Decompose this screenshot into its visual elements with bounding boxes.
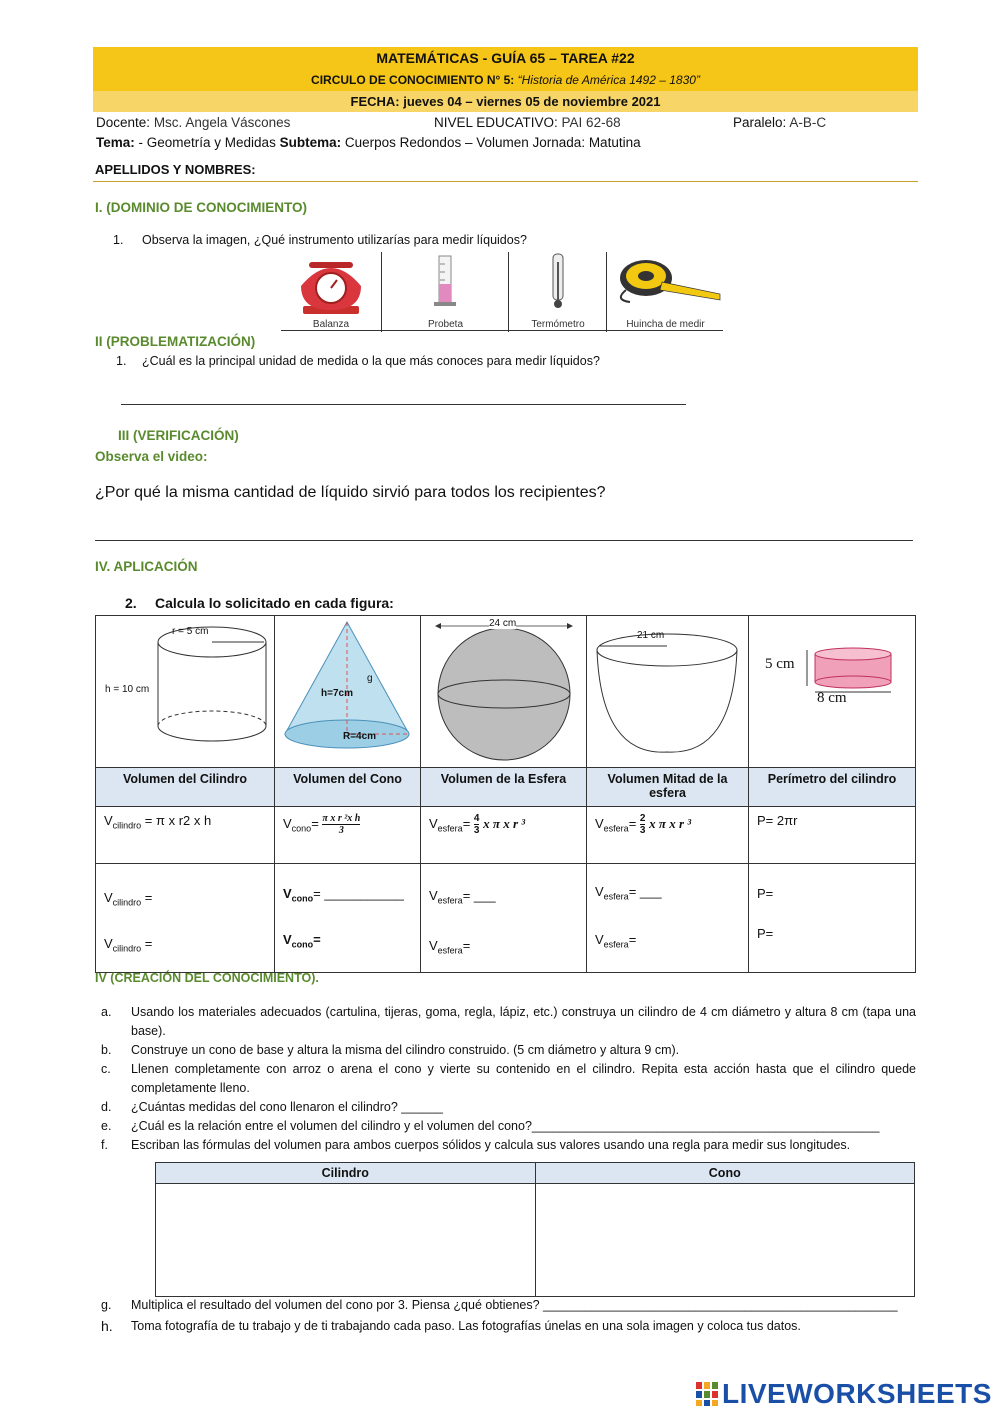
cc-cone-answer[interactable] (535, 1184, 915, 1297)
item-b-text: Construye un cono de base y altura la misma del cilindro construido. (5 cm diámetro y altura 9 cm). (131, 1043, 680, 1057)
answers-row (96, 864, 916, 973)
formulas-row (96, 807, 916, 864)
figures-row (96, 616, 916, 768)
question-3-text: ¿Por qué la misma cantidad de líquido sirvió para todos los recipientes? (95, 484, 606, 501)
calculation-table (95, 615, 916, 973)
logo-grid-icon (696, 1382, 718, 1406)
answer-sph-1[interactable] (429, 888, 496, 906)
hemisphere-radius-label: 21 cm (637, 630, 665, 641)
ans-hemi-v1: V (595, 884, 604, 899)
formula-hemisphere (587, 807, 749, 864)
cylinder-height-label: h = 10 cm (105, 684, 150, 695)
ans-sph-eq2: = (462, 938, 471, 953)
formula-sph-v: V (429, 815, 438, 831)
shift-label: Jornada (532, 135, 582, 150)
tape-item (608, 252, 723, 332)
item-e-marker: e. (101, 1119, 112, 1133)
cylinder-radius-label: r = 5 cm (172, 626, 209, 637)
formula-cone-fraction (322, 813, 360, 836)
ans-cyl-sub2: cilindro (112, 943, 142, 954)
question-4-number: 2. (125, 595, 137, 611)
activity-list (96, 1003, 916, 1155)
ans-cyl-eq1: = (141, 890, 153, 905)
formula-hemi-rest: x π x r ³ (649, 815, 692, 831)
answer-per-2[interactable]: P= (757, 926, 774, 941)
formula-hemi-num: 2 (639, 813, 646, 824)
formula-cone-eq: = (311, 815, 319, 831)
item-c-marker: c. (101, 1062, 111, 1076)
activity-item-a (96, 1003, 916, 1041)
names-row (93, 160, 918, 182)
answer-perimeter[interactable] (749, 864, 916, 973)
formula-cone-sub: cono (291, 823, 312, 834)
formula-sph-sub: esfera (437, 823, 463, 834)
tape-measure-label: Huincha de medir (626, 319, 705, 330)
item-d-text: ¿Cuántas medidas del cono llenaron el cilindro? ______ (131, 1100, 444, 1114)
question-1-number: 1. (113, 233, 124, 247)
names-label: APELLIDOS Y NOMBRES: (95, 162, 256, 177)
small-cylinder-figure-cell (749, 616, 916, 768)
sphere-figure-cell (421, 616, 587, 768)
tape-measure-icon (612, 256, 722, 306)
section-3-subtitle: Observa el video: (95, 449, 208, 464)
cone-height-label: h=7cm (321, 688, 353, 699)
item-b-marker: b. (101, 1043, 112, 1057)
ans-cone-v1: V (283, 886, 292, 901)
logo-icon (696, 1381, 718, 1405)
answer-cyl-1[interactable] (104, 890, 152, 908)
ans-cyl-sub1: cilindro (112, 897, 142, 908)
answer-cyl-2[interactable] (104, 936, 152, 954)
formula-sph-eq: = (462, 815, 471, 831)
formula-cyl-v: V (104, 813, 113, 828)
item-e-text: ¿Cuál es la relación entre el volumen del cilindro y el volumen del cono?__________________________________________________ (131, 1119, 880, 1133)
answer-hemi-1[interactable] (595, 884, 662, 902)
formula-cyl-sub: cilindro (112, 820, 142, 831)
sphere-diameter-label: 24 cm (489, 618, 517, 629)
answer-hemi-2[interactable] (595, 932, 636, 950)
parallel-label: Paralelo: (733, 115, 787, 130)
knowledge-circle (93, 69, 918, 91)
activity-item-f (96, 1136, 916, 1155)
formula-hemi-v: V (595, 815, 604, 831)
item-h-text: Toma fotografía de tu trabajo y de ti trabajando cada paso. Las fotografías únelas en una sola imagen y coloca tus datos. (131, 1319, 801, 1333)
section-5-title: IV (CREACIÓN DEL CONOCIMIENTO). (95, 971, 319, 985)
subtopic-value: Cuerpos Redondos – Volumen (344, 135, 529, 150)
formula-hemi-eq: = (628, 815, 637, 831)
logo-text: LIVEWORKSHEETS (722, 1378, 992, 1409)
activity-item-e[interactable] (96, 1117, 916, 1136)
level-label: NIVEL EDUCATIVO: (434, 115, 558, 130)
ans-cyl-v2: V (104, 936, 113, 951)
teacher-line (96, 115, 290, 130)
item-a-text: Usando los materiales adecuados (cartulina, tijeras, goma, regla, lápiz, etc.) construya un cilindro de 4 cm diámetro y altura 8 cm (tapa una base). (131, 1005, 916, 1038)
item-h-marker: h. (101, 1318, 113, 1334)
cone-radius-label: R=4cm (343, 731, 377, 742)
answer-line-2[interactable] (121, 404, 686, 405)
cc-header-cylinder: Cilindro (156, 1163, 536, 1184)
cc-header-row (156, 1163, 915, 1184)
topic-value: - Geometría y Medidas (134, 135, 276, 150)
formula-sph-den: 3 (473, 825, 480, 836)
formula-cone-den: 3 (338, 825, 344, 836)
ans-cyl-v1: V (104, 890, 113, 905)
liveworksheets-logo (696, 1378, 992, 1410)
answer-hemisphere[interactable] (587, 864, 749, 973)
parallel-line (733, 115, 826, 130)
answer-sphere[interactable] (421, 864, 587, 973)
subtopic-label: Subtema: (279, 135, 342, 150)
ans-cone-sub2: cono (291, 939, 314, 950)
small-cylinder-height-label: 5 cm (765, 656, 795, 672)
ans-cone-v2: V (283, 932, 292, 947)
parallel-value: A-B-C (789, 115, 827, 130)
ans-cyl-eq2: = (141, 936, 153, 951)
section-3-title: III (VERIFICACIÓN) (118, 428, 239, 443)
scale-icon (291, 256, 371, 316)
ans-hemi-sub2: esfera (603, 939, 629, 950)
question-4-text: Calcula lo solicitado en cada figura: (155, 595, 394, 611)
answer-cone-2[interactable] (283, 932, 321, 950)
cone-figure-cell (275, 616, 421, 768)
hemisphere-figure-cell (587, 616, 749, 768)
answer-cone-1[interactable] (283, 886, 404, 904)
answer-cylinder[interactable] (96, 864, 275, 973)
formula-sph-num: 4 (473, 813, 480, 824)
section-4-title: IV. APLICACIÓN (95, 559, 198, 574)
ans-hemi-eq2: = (628, 932, 637, 947)
cc-header-cone: Cono (535, 1163, 915, 1184)
cylinder-cone-table (155, 1162, 915, 1297)
item-f-marker: f. (101, 1138, 108, 1152)
section-2-title: II (PROBLEMATIZACIÓN) (95, 334, 256, 349)
level-value: PAI 62-68 (561, 115, 621, 130)
ans-hemi-eq1: = ___ (628, 884, 662, 899)
formula-cone-v: V (283, 815, 292, 831)
cc-body-row (156, 1184, 915, 1297)
activity-item-h (96, 1317, 916, 1336)
thermometer-icon (548, 252, 568, 310)
level-line (434, 115, 621, 130)
header-cylinder-perimeter: Perímetro del cilindro (749, 768, 916, 807)
header-hemisphere-volume: Volumen Mitad de la esfera (587, 768, 749, 807)
answer-per-1[interactable]: P= (757, 886, 774, 901)
formula-hemi-den: 3 (639, 825, 646, 836)
teacher-label: Docente: (96, 115, 151, 130)
formula-cone (275, 807, 421, 864)
answer-sph-2[interactable] (429, 938, 470, 956)
ans-sph-eq1: = ___ (462, 888, 496, 903)
formula-hemi-fraction (640, 813, 646, 836)
section-1-title: I. (DOMINIO DE CONOCIMIENTO) (95, 200, 307, 215)
answer-line-3[interactable] (95, 540, 913, 541)
shift-value: : Matutina (581, 135, 641, 150)
item-g-text: Multiplica el resultado del volumen del cono por 3. Piensa ¿qué obtienes? ___________________________________________________ (131, 1298, 898, 1312)
answer-cone[interactable] (275, 864, 421, 973)
circle-label: CIRCULO DE CONOCIMIENTO N° 5: (311, 73, 515, 87)
question-1-text: Observa la imagen, ¿Qué instrumento utilizarías para medir líquidos? (142, 233, 527, 247)
formula-hemi-sub: esfera (603, 823, 629, 834)
scale-item (281, 252, 382, 332)
ans-cone-eq1: = ___________ (313, 886, 404, 901)
circle-value: “Historia de América 1492 – 1830” (517, 73, 700, 87)
graduated-cylinder-icon (431, 254, 461, 310)
ans-hemi-v2: V (595, 932, 604, 947)
formula-cone-num: π x r ²x h (322, 813, 361, 824)
ans-sph-sub1: esfera (437, 895, 463, 906)
ans-cone-sub1: cono (291, 893, 314, 904)
header-sphere-volume: Volumen de la Esfera (421, 768, 587, 807)
activity-item-c (96, 1060, 916, 1098)
small-cylinder-diameter-label: 8 cm (817, 690, 847, 706)
thermometer-label: Termómetro (531, 319, 585, 330)
header-cone-volume: Volumen del Cono (275, 768, 421, 807)
item-a-marker: a. (101, 1005, 112, 1019)
sphere-figure (421, 616, 587, 764)
headers-row (96, 768, 916, 807)
topic-line (96, 135, 641, 150)
teacher-value: Msc. Angela Váscones (153, 115, 291, 130)
question-2-text: ¿Cuál es la principal unidad de medida o la que más conoces para medir líquidos? (142, 354, 600, 368)
formula-cylinder (96, 807, 275, 864)
ans-hemi-sub1: esfera (603, 891, 629, 902)
graduated-cylinder-label: Probeta (427, 319, 464, 330)
formula-sphere (421, 807, 587, 864)
formula-cyl-rest: = π x r2 x h (141, 813, 212, 828)
item-c-text: Llenen completamente con arroz o arena el cono y vierte su contenido en el cilindro. Repita esta acción hasta que el cilindro quede completamente lleno. (131, 1062, 916, 1095)
ans-sph-v2: V (429, 938, 438, 953)
formula-sph-rest: x π x r ³ (483, 815, 526, 831)
cc-cylinder-answer[interactable] (156, 1184, 536, 1297)
ans-sph-v1: V (429, 888, 438, 903)
activity-list-after (96, 1296, 916, 1336)
instruments-baseline (281, 330, 723, 331)
cylinder-item (383, 252, 509, 332)
date-line: FECHA: jueves 04 – viernes 05 de noviembre 2021 (93, 91, 918, 112)
cylinder-figure-cell (96, 616, 275, 768)
worksheet-title: MATEMÁTICAS - GUÍA 65 – TAREA #22 (93, 47, 918, 69)
item-g-marker: g. (101, 1298, 112, 1312)
item-d-marker: d. (101, 1100, 112, 1114)
formula-sph-fraction (474, 813, 480, 836)
hemisphere-figure (587, 616, 749, 764)
ans-cone-eq2: = (313, 932, 321, 947)
topic-label: Tema: (96, 135, 135, 150)
formula-perimeter (749, 807, 916, 864)
activity-item-b (96, 1041, 916, 1060)
ans-sph-sub2: esfera (437, 945, 463, 956)
scale-label: Balanza (312, 319, 350, 330)
activity-item-g[interactable] (96, 1296, 916, 1315)
cone-slant-label: g (367, 673, 373, 684)
item-f-text: Escriban las fórmulas del volumen para ambos cuerpos sólidos y calcula sus valores usando una regla para medir sus longitudes. (131, 1138, 851, 1152)
activity-item-d[interactable] (96, 1098, 916, 1117)
formula-per: P= 2πr (757, 813, 798, 828)
question-2-number: 1. (116, 354, 127, 368)
thermometer-item (510, 252, 607, 332)
header-cylinder-volume: Volumen del Cilindro (96, 768, 275, 807)
